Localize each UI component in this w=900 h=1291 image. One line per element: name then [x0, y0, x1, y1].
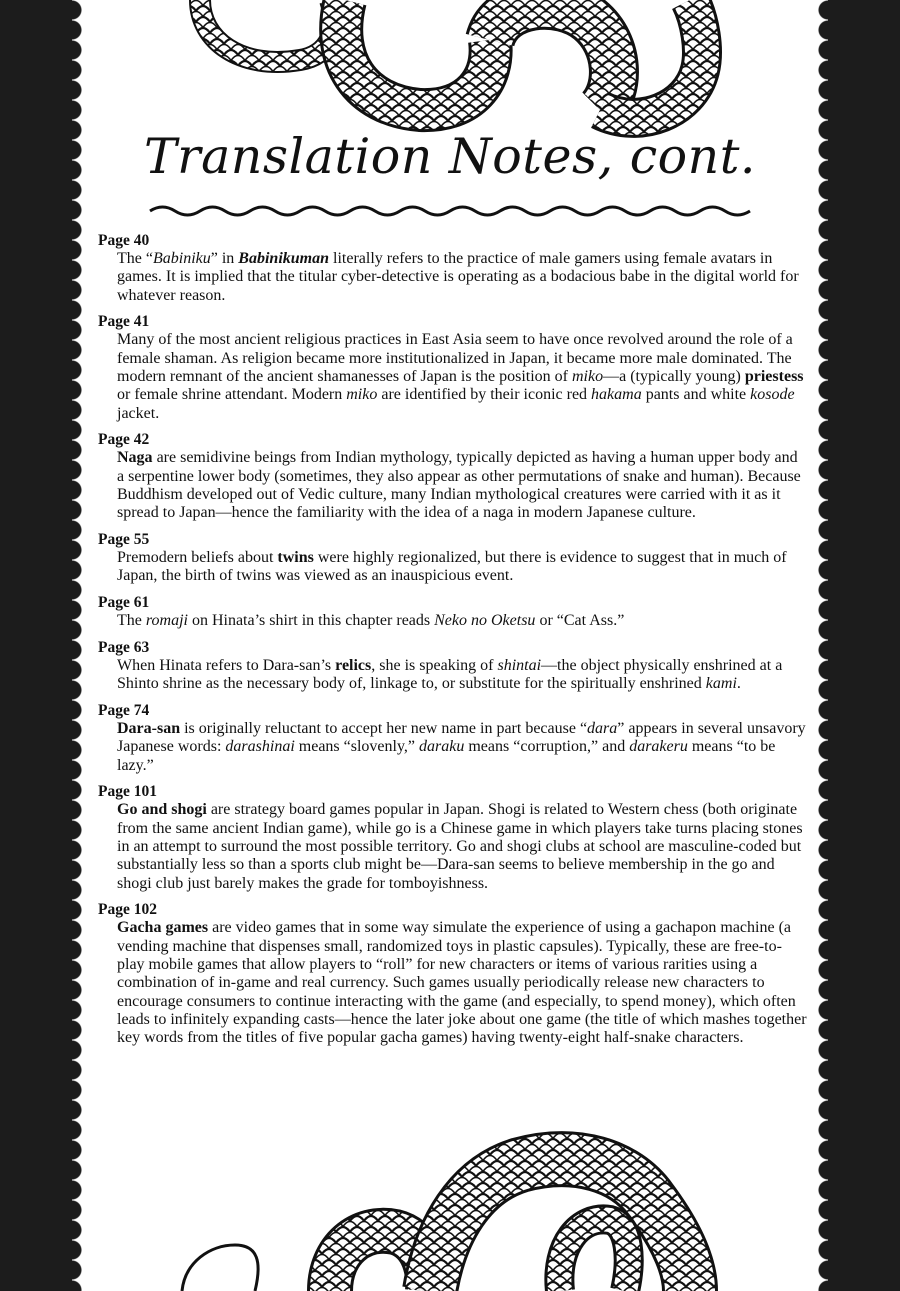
note-text: are video games that in some way simulate the experience of using a gachapon machine (a vending machine that dispenses small, randomized toys in plastic capsules). Typically, these are free-to-play mobile games that allow players to “roll” for new characters or items of various rarities using a combination of in-game and real currency. Such games usually periodically release new characters to encourage consumers to continue interacting with the game (and especially, to spend money), which often leads to infinitely expanding casts—hence the later joke about one game (the title of which mashes together key words from the titles of five popular gacha games) having twenty-eight half-snake characters. [117, 919, 807, 1047]
note-page-label: Page 40 [98, 232, 150, 249]
emphasized-term: twins [277, 549, 314, 567]
note-text: —a (typically young) [603, 367, 745, 385]
note-text: ” in [210, 250, 239, 267]
top-serpent-coil [200, 0, 702, 118]
note-entry [98, 232, 808, 305]
emphasized-term: shintai [497, 656, 542, 674]
wave-divider [150, 207, 750, 215]
emphasized-term: miko [346, 386, 378, 404]
note-text: are identified by their iconic red [377, 386, 592, 404]
emphasized-term: kosode [750, 386, 795, 404]
emphasized-term: priestess [744, 367, 804, 385]
note-text: jacket. [117, 404, 160, 422]
note-page-label: Page 74 [98, 702, 150, 720]
note-text: is originally reluctant to accept her new name in part because “ [180, 720, 588, 738]
emphasized-term: darashinai [225, 738, 295, 756]
note-body [117, 250, 808, 305]
emphasized-term: hakama [591, 386, 642, 404]
note-body [117, 612, 808, 630]
note-text: , she is speaking of [371, 656, 498, 674]
emphasized-term: dara [587, 720, 618, 738]
note-text: were highly regionalized, but there is evidence to suggest that in much of Japan, the birth of twins was viewed as an inauspicious event. [117, 549, 787, 585]
note-body [117, 331, 808, 422]
emphasized-term: Gacha games [117, 919, 209, 937]
note-entry [98, 531, 808, 586]
note-body [117, 720, 808, 775]
emphasized-term: Go and shogi [117, 801, 207, 819]
note-page-label: Page 102 [98, 901, 157, 919]
note-text: Premodern beliefs about [117, 549, 278, 567]
note-text: means “slovenly,” [294, 738, 420, 756]
note-page-label: Page 55 [98, 531, 150, 549]
note-body [117, 801, 808, 892]
note-text: are strategy board games popular in Japan. Shogi is related to Western chess (both originate from the same ancient Indian game), while go is a Chinese game in which players take turns placing stones in an attempt to surround the most possible territory. Go and shogi clubs at school are masculine-coded but substantially less so than a sports club might be—Dara-san seems to believe membership in the go and shogi club just barely makes the grade for tomboyishness. [117, 801, 803, 892]
note-entry [98, 431, 808, 522]
note-text: means “corruption,” and [464, 738, 630, 756]
note-text: Many of the most ancient religious practices in East Asia seem to have once revolved around the role of a female shaman. As religion became more institutionalized in Japan, it became more male dominated. The modern remnant of the ancient shamanesses of Japan is the position of [117, 331, 793, 385]
note-entry [98, 594, 808, 630]
note-body [117, 919, 808, 1047]
emphasized-term: Dara-san [117, 720, 181, 738]
note-body [117, 657, 808, 694]
note-entry [98, 313, 808, 422]
note-page-label: Page 42 [98, 431, 150, 449]
note-page-label: Page 41 [98, 313, 150, 331]
note-text: ” appears in several unsavory Japanese words: [117, 720, 806, 756]
note-page-label: Page 63 [98, 638, 150, 656]
emphasized-term: kami [705, 675, 737, 693]
emphasized-term: Babinikuman [238, 250, 329, 267]
note-text: The [117, 612, 146, 630]
note-text: means “to be lazy.” [117, 738, 776, 774]
page-title: Translation Notes, cont. [143, 128, 757, 185]
emphasized-term: daraku [419, 738, 465, 756]
note-body [117, 549, 808, 586]
note-page-label: Page 61 [98, 594, 150, 612]
note-text: pants and white [641, 386, 751, 404]
note-entry [98, 639, 808, 694]
emphasized-term: Naga [117, 449, 153, 467]
emphasized-term: relics [335, 656, 372, 674]
emphasized-term: darakeru [629, 738, 688, 756]
note-page-label: Page 101 [98, 783, 157, 801]
bottom-serpent-coil [182, 1159, 690, 1291]
note-body [117, 449, 808, 522]
note-text: When Hinata refers to Dara-san’s [117, 656, 336, 674]
note-entry [98, 901, 808, 1047]
note-text: on Hinata’s shirt in this chapter reads [187, 612, 435, 630]
note-text: —the object physically enshrined at a Shinto shrine as the necessary body of, linkage to, or substitute for the spiritually enshrined [117, 656, 783, 693]
emphasized-term: romaji [145, 612, 188, 630]
note-text: or female shrine attendant. Modern [117, 386, 347, 404]
note-entry [98, 783, 808, 892]
translation-notes-list [98, 232, 808, 1056]
emphasized-term: miko [572, 367, 604, 385]
emphasized-term: Babiniku [152, 250, 211, 267]
emphasized-term: Neko no Oketsu [434, 612, 536, 630]
note-text: literally refers to the practice of male gamers using female avatars in games. It is implied that the titular cyber-detective is operating as a bodacious babe in the digital world for whatever reason. [117, 250, 799, 304]
note-text: . [736, 675, 741, 693]
note-text: are semidivine beings from Indian mythology, typically depicted as having a human upper body and a serpentine lower body (sometimes, they also appear as other permutations of snake and human). Because Buddhism developed out of Vedic culture, many Indian mythological creatures were carried with it as it spread to Japan—hence the familiarity with the idea of a naga in modern Japanese culture. [117, 449, 801, 522]
note-entry [98, 702, 808, 775]
note-text: The “ [117, 250, 153, 267]
note-text: or “Cat Ass.” [535, 612, 625, 630]
